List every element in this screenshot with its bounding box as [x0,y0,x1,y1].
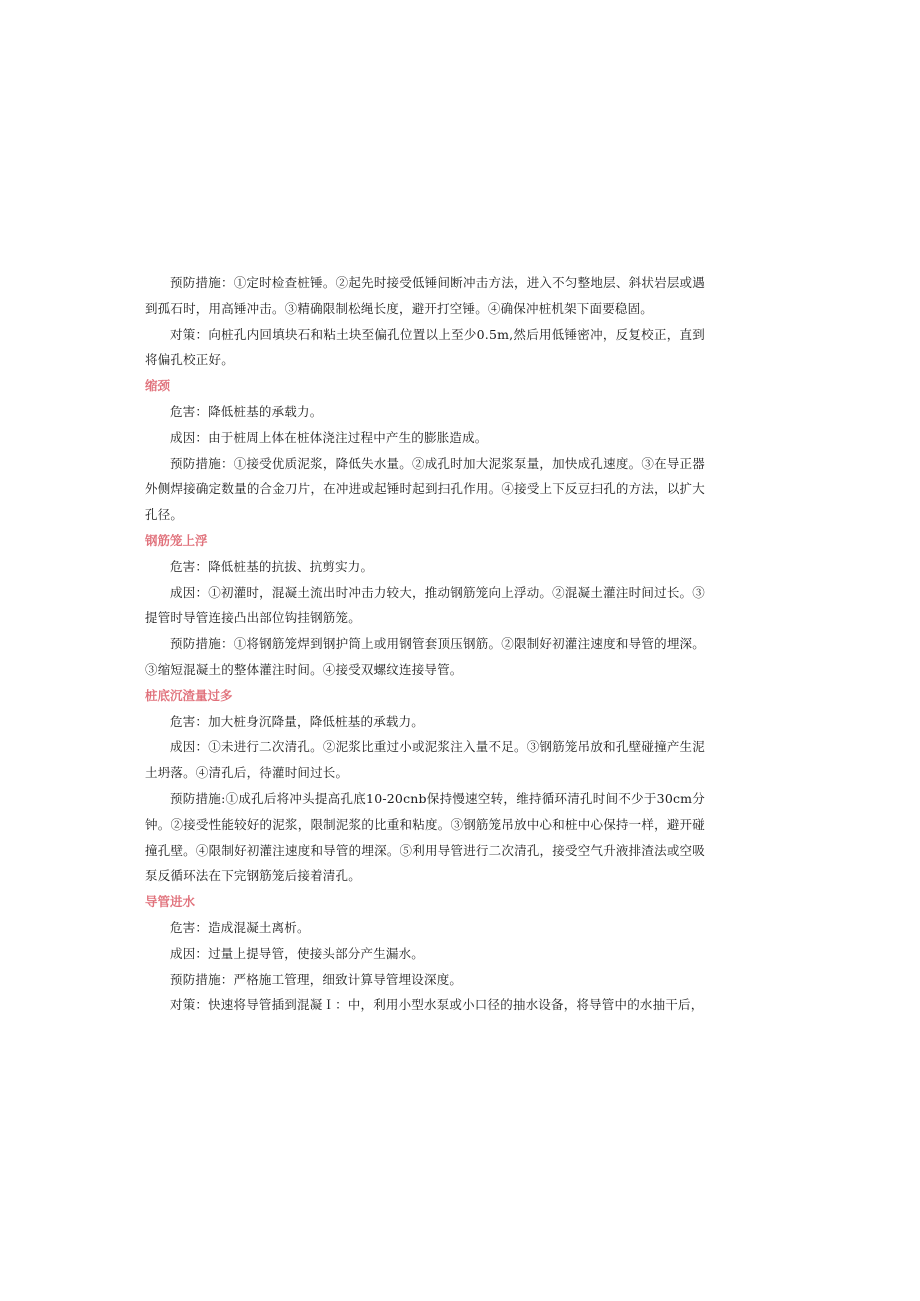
section-heading-necking: 缩颈 [145,378,171,394]
paragraph-prevention-cage-uplift: 预防措施：①将钢筋笼焊到钢护筒上或用钢管套顶压钢筋。②限制好初灌注速度和导管的埋深。③缩短混凝土的整体灌注时间。④接受双螺纹连接导管。 [145,636,705,677]
paragraph-prevention-sediment: 预防措施:①成孔后将冲头提高孔底10-20cnb保持慢速空转，维持循环清孔时间不少于30cm分钟。②接受性能较好的泥浆，限制泥浆的比重和粘度。③钢筋笼吊放中心和桩中心保持一样，避开碰撞孔壁。④限制好初灌注速度和导管的埋深。⑤利用导管进行二次清孔，接受空气升液排渣法或空吸泵反循环法在下完钢筋笼后接着清孔。 [145,790,705,884]
paragraph-hazard-cage-uplift: 危害：降低桩基的抗拔、抗剪实力。 [170,558,374,574]
paragraph-cause-cage-uplift: 成因：①初灌时，混凝土流出时冲击力较大，推动钢筋笼向上浮动。②混凝土灌注时间过长。③提管时导管连接凸出部位钩挂钢筋笼。 [145,584,705,626]
paragraph-hazard-sediment: 危害：加大桩身沉降量，降低桩基的承载力。 [170,713,425,729]
section-heading-sediment: 桩底沉渣量过多 [145,687,233,703]
document-page [145,270,705,1018]
paragraph-cause-necking: 成因：由于桩周上体在桩体浇注过程中产生的膨胀造成。 [170,429,488,445]
paragraph-countermeasure-deviation: 对策：向桩孔内回填块石和粘土块至偏孔位置以上至少0.5m,然后用低锤密冲，反复校正，直到将偏孔校正好。 [145,326,705,368]
paragraph-prevention-deviation: 预防措施：①定时检查桩锤。②起先时接受低锤间断冲击方法，进入不匀整地层、斜状岩层或遇到孤石时，用高锤冲击。③精确限制松绳长度，避开打空锤。④确保冲桩机架下面要稳固。 [145,275,705,316]
paragraph-countermeasure-pipe-water: 对策：快速将导管插到混凝Ｉ：中，利用小型水泵或小口径的抽水设备，将导管中的水抽干后， [170,997,704,1013]
paragraph-cause-sediment: 成因：①未进行二次清孔。②泥浆比重过小或泥浆注入量不足。③钢筋笼吊放和孔壁碰撞产生泥土坍落。④清孔后，待灌时间过长。 [145,739,705,781]
paragraph-cause-pipe-water: 成因：过量上提导管，使接头部分产生漏水。 [170,945,425,961]
paragraph-prevention-pipe-water: 预防措施：严格施工管理，细致计算导管埋设深度。 [170,971,463,987]
paragraph-hazard-pipe-water: 危害：造成混凝土离析。 [170,919,310,935]
section-heading-cage-uplift: 钢筋笼上浮 [145,532,208,548]
paragraph-prevention-necking: 预防措施：①接受优质泥浆，降低失水量。②成孔时加大泥浆泵量，加快成孔速度。③在导正器外侧焊接确定数量的合金刀片，在冲进或起锤时起到扫孔作用。④接受上下反豆扫孔的方法，以扩大孔径。 [145,455,705,523]
section-heading-pipe-water: 导管进水 [145,894,196,910]
paragraph-hazard-necking: 危害：降低桩基的承载力。 [170,403,323,419]
